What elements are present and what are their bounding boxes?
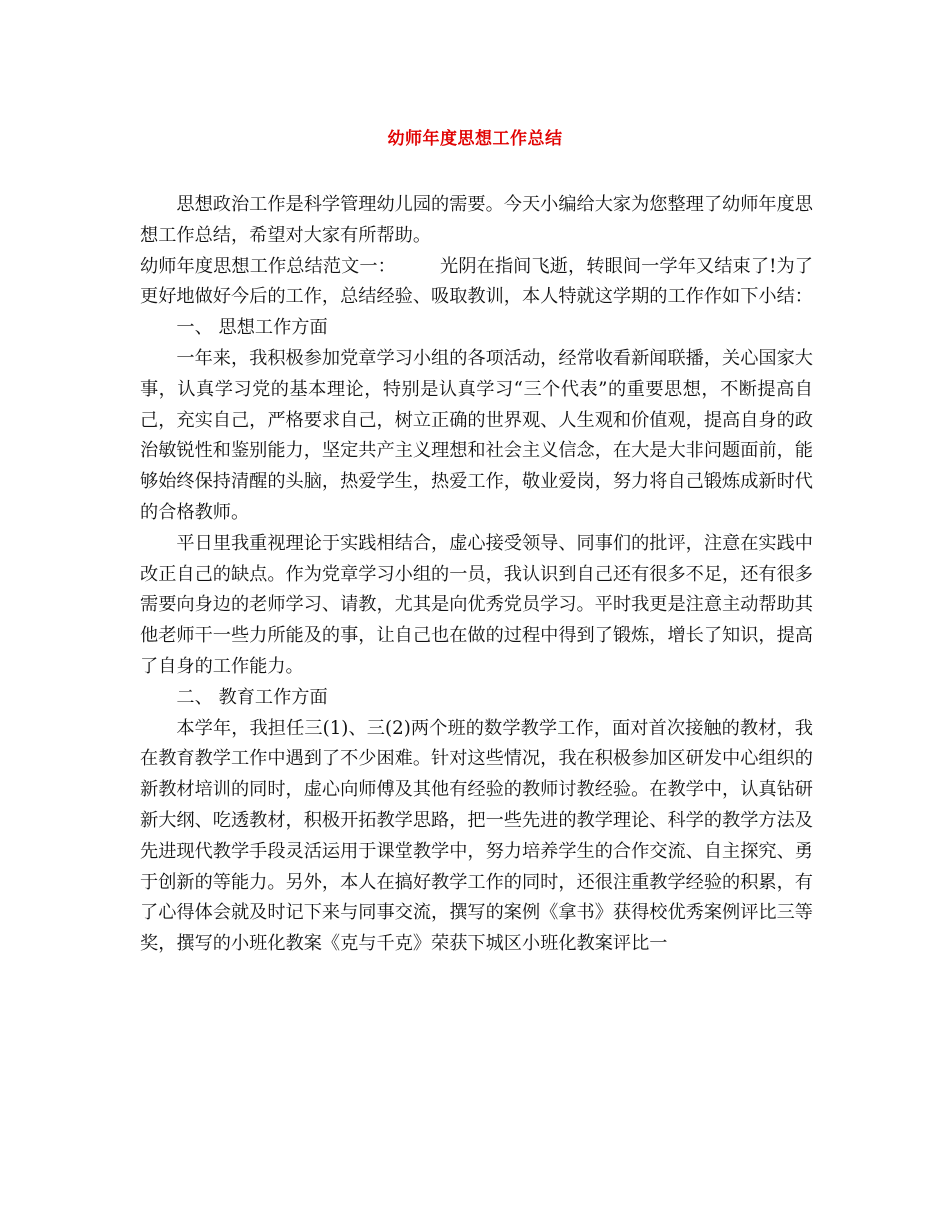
section-heading-thought: 一、 思想工作方面 bbox=[176, 317, 328, 339]
education-paragraph: 本学年，我担任三(1)、三(2)两个班的数学教学工作，面对首次接触的教材，我在教育教学工作中遇到了不少困难。针对这些情况，我在积极参加区研发中心组织的新教材培训的同时，虚心向师傅及其他有经验的教师讨教经验。在教学中，认真钻研新大纲、吃透教材，积极开拓教学思路，把一些先进的教学理论、科学的教学方法及先进现代教学手段灵活运用于课堂教学中，努力培养学生的合作交流、自主探究、勇于创新的等能力。另外，本人在搞好教学工作的同时，还很注重教学经验的积累，有了心得体会就及时记下来与同事交流，撰写的案例《拿书》获得校优秀案例评比三等奖，撰写的小班化教案《克与千克》荣获下城区小班化教案评比一 bbox=[140, 717, 813, 955]
sample-paragraph bbox=[140, 252, 813, 314]
sample-label: 幼师年度思想工作总结范文一： bbox=[140, 255, 396, 277]
intro-paragraph: 思想政治工作是科学管理幼儿园的需要。今天小编给大家为您整理了幼师年度思想工作总结，希望对大家有所帮助。 bbox=[140, 194, 813, 246]
thought-paragraph-2: 平日里我重视理论于实践相结合，虚心接受领导、同事们的批评，注意在实践中改正自己的缺点。作为党章学习小组的一员，我认识到自己还有很多不足，还有很多需要向身边的老师学习、请教，尤其是向优秀党员学习。平时我更是注意主动帮助其他老师干一些力所能及的事，让自己也在做的过程中得到了锻炼，增长了知识，提高了自身的工作能力。 bbox=[140, 532, 813, 677]
document-body bbox=[140, 190, 813, 960]
sample-text: 光阴在指间飞逝，转眼间一学年又结束了!为了更好地做好今后的工作，总结经验、吸取教训，本人特就这学期的工作作如下小结： bbox=[140, 255, 813, 308]
section-heading-education: 二、 教育工作方面 bbox=[176, 686, 328, 708]
thought-paragraph-1: 一年来，我积极参加党章学习小组的各项活动，经常收看新闻联播，关心国家大事，认真学习党的基本理论，特别是认真学习“三个代表”的重要思想，不断提高自己，充实自己，严格要求自己，树立正确的世界观、人生观和价值观，提高自身的政治敏锐性和鉴别能力，坚定共产主义理想和社会主义信念，在大是大非问题面前，能够始终保持清醒的头脑，热爱学生，热爱工作，敬业爱岗，努力将自己锻炼成新时代的合格教师。 bbox=[140, 347, 813, 523]
document-title: 幼师年度思想工作总结 bbox=[387, 129, 563, 149]
